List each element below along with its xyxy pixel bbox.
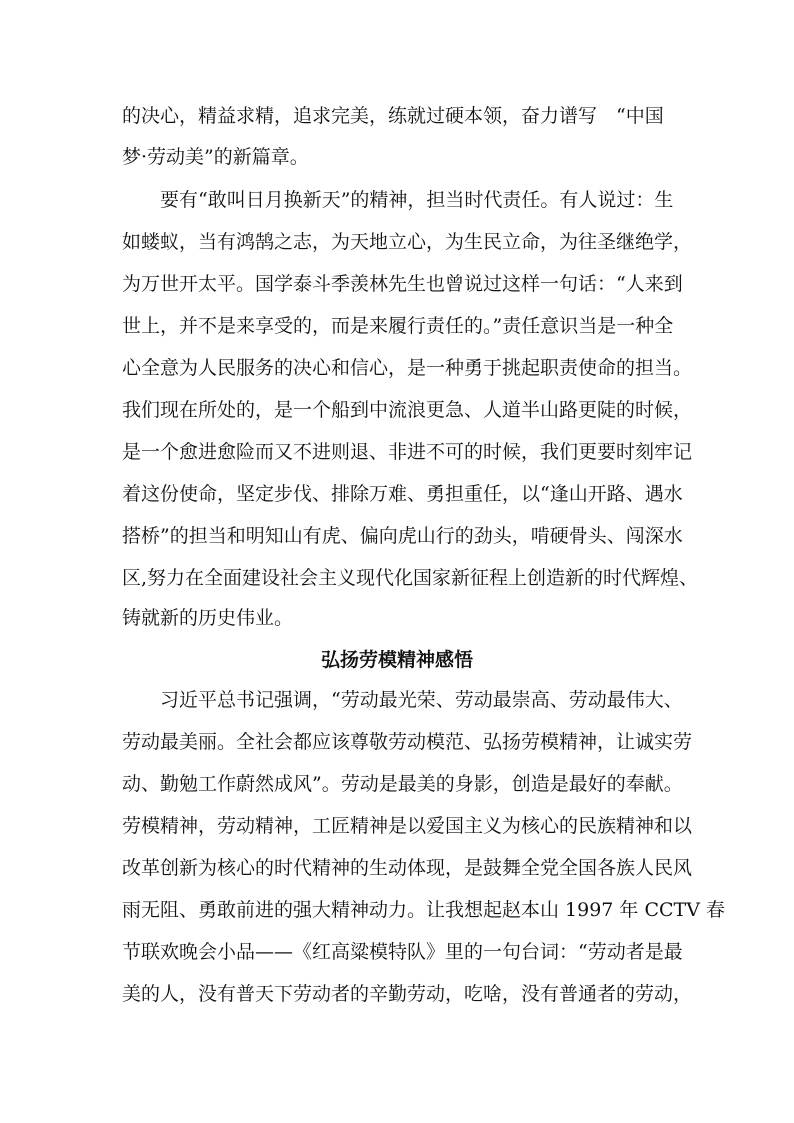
body-text-line: 世上，并不是来享受的，而是来履行责任的。”责任意识当是一种全 bbox=[122, 315, 674, 337]
body-text-line: 美的人，没有普天下劳动者的辛勤劳动，吃啥，没有普通者的劳动， bbox=[122, 983, 693, 1005]
body-text-line: 如蝼蚁，当有鸿鹄之志，为天地立心，为生民立命，为往圣继绝学， bbox=[122, 231, 693, 253]
body-text-line: 雨无阻、勇敢前进的强大精神动力。让我想起赵本山 1997 年 CCTV 春 bbox=[122, 899, 725, 921]
body-text-line: 我们现在所处的，是一个船到中流浪更急、人道半山路更陡的时候， bbox=[122, 399, 693, 421]
section-heading: 弘扬劳模精神感悟 bbox=[320, 649, 473, 671]
body-text-line: 为万世开太平。国学泰斗季羡林先生也曾说过这样一句话：“人来到 bbox=[122, 273, 683, 295]
body-text-line: 是一个愈进愈险而又不进则退、非进不可的时候，我们更要时刻牢记 bbox=[122, 441, 693, 463]
body-text-line: 劳模精神，劳动精神，工匠精神是以爱国主义为核心的民族精神和以 bbox=[122, 815, 693, 837]
body-text-line: 心全意为人民服务的决心和信心，是一种勇于挑起职责使命的担当。 bbox=[122, 357, 693, 379]
body-text-line: 区,努力在全面建设社会主义现代化国家新征程上创造新的时代辉煌、 bbox=[122, 567, 699, 589]
body-text-line: 节联欢晚会小品——《红高粱模特队》里的一句台词：“劳动者是最 bbox=[122, 941, 683, 963]
body-text-line: 动、勤勉工作蔚然成风”。劳动是最美的身影，创造是最好的奉献。 bbox=[122, 773, 683, 795]
body-text-line: 习近平总书记强调，“劳动最光荣、劳动最崇高、劳动最伟大、 bbox=[122, 689, 683, 711]
body-text-line: 的决心，精益求精，追求完美，练就过硬本领，奋力谱写 “中国 bbox=[122, 105, 664, 127]
body-text-line: 改革创新为核心的时代精神的生动体现，是鼓舞全党全国各族人民风 bbox=[122, 857, 693, 879]
body-text-line: 要有“敢叫日月换新天”的精神，担当时代责任。有人说过：生 bbox=[122, 189, 674, 211]
body-text-line: 铸就新的历史伟业。 bbox=[122, 607, 294, 629]
body-text-line: 搭桥”的担当和明知山有虎、偏向虎山行的劲头，啃硬骨头、闯深水 bbox=[122, 525, 683, 547]
body-text-line: 劳动最美丽。全社会都应该尊敬劳动模范、弘扬劳模精神，让诚实劳 bbox=[122, 731, 693, 753]
body-text-line: 着这份使命，坚定步伐、排除万难、勇担重任，以“逢山开路、遇水 bbox=[122, 483, 683, 505]
body-text-line: 梦·劳动美”的新篇章。 bbox=[122, 146, 309, 168]
